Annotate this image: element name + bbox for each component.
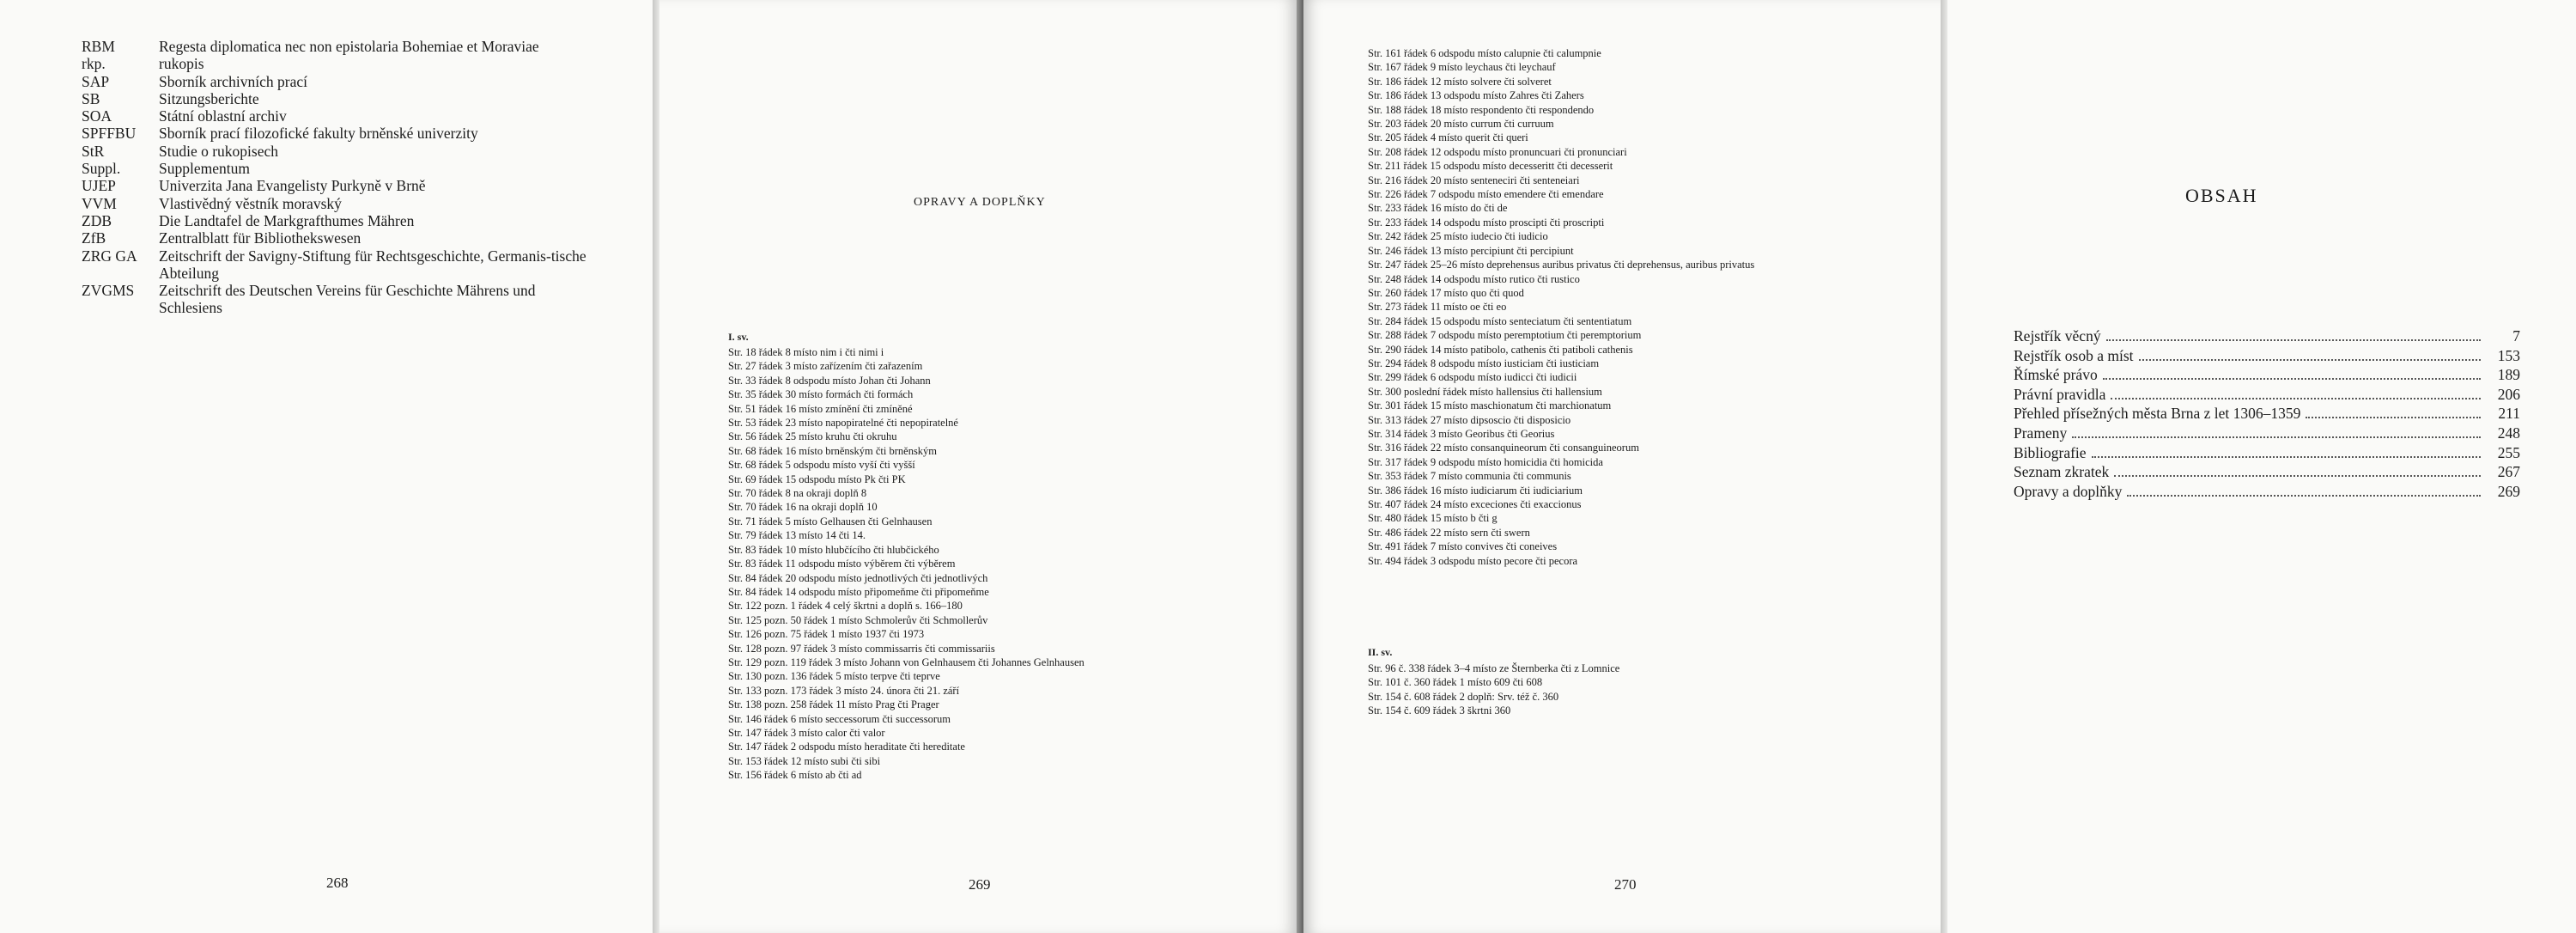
toc-page: 189 — [2497, 366, 2520, 384]
abbreviation-row — [82, 247, 597, 283]
errata-line: Str. 494 řádek 3 odspodu místo pecore čti pecora — [1368, 554, 1578, 567]
toc-page: 206 — [2497, 385, 2520, 403]
errata-line: Str. 96 č. 338 řádek 3–4 místo ze Šternberka čti z Lomnice — [1368, 662, 1620, 674]
abbreviation: ZVGMS — [82, 282, 135, 300]
abbreviation-expansion: Univerzita Jana Evangelisty Purkyně v Brně — [159, 177, 426, 195]
toc-entry — [2014, 326, 2520, 346]
toc-page: 269 — [2497, 482, 2520, 500]
errata-line: Str. 299 řádek 6 odspodu místo iudicci čti iudicii — [1368, 371, 1577, 384]
errata-line: Str. 71 řádek 5 místo Gelhausen čti Gelnhausen — [728, 515, 933, 527]
errata-line: Str. 70 řádek 16 na okraji doplň 10 — [728, 501, 878, 514]
toc-title: Přehled přísežných města Brna z let 1306–1359 — [2014, 405, 2301, 423]
abbreviation-row — [82, 195, 597, 212]
errata-line: Str. 167 řádek 9 místo leychaus čti leychauf — [1368, 61, 1556, 74]
errata-line: Str. 316 řádek 22 místo consanquineorum čti consanguineorum — [1368, 442, 1639, 454]
toc-leader — [2092, 456, 2481, 458]
errata-line: Str. 147 řádek 2 odspodu místo heraditate čti hereditate — [728, 741, 965, 753]
toc-entry — [2014, 462, 2520, 482]
abbreviation-expansion: Zeitschrift der Savigny-Stiftung für Rechtsgeschichte, Germanis-tische Abteilung — [159, 247, 586, 282]
abbreviation: SOA — [82, 107, 112, 125]
page-number: 270 — [1614, 876, 1637, 893]
abbreviation-row — [82, 229, 597, 247]
abbreviation-expansion: Zentralblatt für Bibliothekswesen — [159, 229, 361, 247]
abbreviation: VVM — [82, 194, 117, 212]
errata-line: Str. 84 řádek 14 odspodu místo připomeňme čti připomeňme — [728, 585, 989, 598]
errata-line: Str. 226 řádek 7 odspodu místo emendere čti emendare — [1368, 188, 1604, 201]
errata-line: Str. 300 poslední řádek místo hallensius čti hallensium — [1368, 385, 1602, 398]
abbreviation-row — [82, 160, 597, 177]
errata-line: Str. 35 řádek 30 místo formách čti formách — [728, 388, 914, 401]
errata-line: Str. 146 řádek 6 místo seccessorum čti successorum — [728, 712, 951, 725]
toc-page: 153 — [2497, 346, 2520, 364]
errata-line: Str. 156 řádek 6 místo ab čti ad — [728, 769, 862, 782]
page-268 — [0, 0, 653, 933]
errata-line: Str. 208 řádek 12 odspodu místo pronuncuari čti pronunciari — [1368, 145, 1627, 158]
errata-line: Str. 68 řádek 16 místo brněnským čti brněnským — [728, 444, 938, 457]
toc-page: 248 — [2497, 424, 2520, 442]
errata-line: Str. 233 řádek 16 místo do čti de — [1368, 202, 1508, 215]
abbreviation: ZDB — [82, 211, 112, 229]
abbreviations-list — [82, 38, 597, 317]
toc-title: Opravy a doplňky — [2014, 482, 2123, 500]
abbreviation-row — [82, 38, 597, 55]
errata-line: Str. 69 řádek 15 odspodu místo Pk čti PK — [728, 473, 906, 485]
abbreviation-expansion: Studie o rukopisech — [159, 142, 279, 160]
table-of-contents — [2014, 326, 2520, 501]
toc-page: 211 — [2498, 405, 2520, 423]
errata-line: Str. 133 pozn. 173 řádek 3 místo 24. února čti 21. září — [728, 684, 960, 697]
errata-line: Str. 233 řádek 14 odspodu místo proscipti čti proscripti — [1368, 216, 1605, 229]
errata-line: Str. 480 řádek 15 místo b čti g — [1368, 512, 1498, 525]
toc-entry — [2014, 365, 2520, 385]
errata-line: Str. 154 č. 608 řádek 2 doplň: Srv. též č. 360 — [1368, 690, 1559, 703]
abbreviation: RBM — [82, 38, 115, 55]
toc-page: 7 — [2512, 327, 2520, 345]
errata-list — [728, 345, 1084, 783]
abbreviation: Suppl. — [82, 160, 121, 178]
errata-line: Str. 313 řádek 27 místo dipsoscio čti disposicio — [1368, 413, 1571, 426]
toc-leader — [2103, 378, 2481, 380]
errata-line: Str. 68 řádek 5 odspodu místo vyší čti vyšší — [728, 459, 915, 472]
abbreviation-expansion: Supplementum — [159, 160, 250, 178]
toc-leader — [2072, 436, 2481, 438]
errata-line: Str. 248 řádek 14 odspodu místo rutico čti rustico — [1368, 272, 1580, 285]
abbreviation: rkp. — [82, 55, 106, 73]
abbreviation-expansion: Zeitschrift des Deutschen Vereins für Geschichte Mährens und Schlesiens — [159, 282, 536, 317]
errata-line: Str. 314 řádek 3 místo Georibus čti Georius — [1368, 427, 1555, 440]
errata-line: Str. 138 pozn. 258 řádek 11 místo Prag čti Prager — [728, 698, 939, 711]
toc-title: Rejstřík věcný — [2014, 327, 2101, 345]
contents-title: OBSAH — [2185, 185, 2258, 206]
toc-leader — [2106, 339, 2481, 341]
toc-entry — [2014, 346, 2520, 366]
abbreviation-expansion: Sborník prací filozofické fakulty brněnské univerzity — [159, 125, 478, 143]
errata-line: Str. 203 řádek 20 místo currum čti curruum — [1368, 118, 1554, 131]
page-269 — [659, 0, 1297, 933]
toc-title: Seznam zkratek — [2014, 463, 2110, 481]
abbreviation-row — [82, 212, 597, 229]
page-heading: OPRAVY A DOPLŇKY — [914, 196, 1046, 209]
section-label: I. sv. — [728, 331, 749, 343]
abbreviation-expansion: Die Landtafel de Markgrafthumes Mähren — [159, 211, 415, 229]
errata-line: Str. 83 řádek 10 místo hlubčícího čti hlubčického — [728, 543, 939, 556]
toc-leader — [2127, 495, 2481, 497]
errata-line: Str. 290 řádek 14 místo patibolo, cathenis čti patiboli cathenis — [1368, 343, 1633, 356]
errata-line: Str. 216 řádek 20 místo senteneciri čti senteneiari — [1368, 174, 1580, 186]
toc-entry — [2014, 443, 2520, 463]
errata-line: Str. 130 pozn. 136 řádek 5 místo terpve čti teprve — [728, 670, 940, 683]
errata-line: Str. 294 řádek 8 odspodu místo iusticiam čti iusticiam — [1368, 357, 1600, 369]
toc-entry — [2014, 404, 2520, 424]
abbreviation-row — [82, 143, 597, 160]
toc-leader — [2306, 417, 2481, 418]
toc-entry — [2014, 424, 2520, 443]
errata-line: Str. 486 řádek 22 místo sern čti swern — [1368, 526, 1530, 539]
errata-line: Str. 284 řádek 15 odspodu místo senteciatum čti sententiatum — [1368, 314, 1632, 327]
toc-page: 255 — [2497, 443, 2520, 461]
errata-line: Str. 161 řádek 6 odspodu místo calupnie čti calumpnie — [1368, 47, 1601, 59]
abbreviation-row — [82, 107, 597, 125]
errata-line: Str. 18 řádek 8 místo nim i čti nimi i — [728, 346, 884, 358]
abbreviation-expansion: Státní oblastní archiv — [159, 107, 287, 125]
abbreviation-row — [82, 90, 597, 107]
errata-line: Str. 126 pozn. 75 řádek 1 místo 1937 čti 1973 — [728, 628, 925, 641]
abbreviation: SPFFBU — [82, 125, 137, 143]
errata-list-section-2 — [1368, 662, 1619, 718]
errata-line: Str. 53 řádek 23 místo napopiratelné čti nepopiratelné — [728, 417, 958, 430]
toc-page: 267 — [2497, 463, 2520, 481]
toc-leader — [2111, 398, 2481, 399]
errata-line: Str. 301 řádek 15 místo maschionatum čti marchionatum — [1368, 399, 1612, 412]
errata-line: Str. 33 řádek 8 odspodu místo Johan čti Johann — [728, 374, 931, 387]
page-270 — [1303, 0, 1941, 933]
toc-title: Rejstřík osob a míst — [2014, 346, 2134, 364]
errata-line: Str. 211 řádek 15 odspodu místo decesseritt čti decesserit — [1368, 160, 1613, 173]
abbreviation-row — [82, 177, 597, 194]
errata-line: Str. 186 řádek 13 odspodu místo Zahres čti Zahers — [1368, 89, 1584, 102]
abbreviation-row — [82, 55, 597, 72]
errata-line: Str. 491 řádek 7 místo convives čti coneives — [1368, 540, 1558, 553]
section-label: II. sv. — [1368, 646, 1393, 658]
toc-leader — [2114, 475, 2481, 477]
abbreviation: UJEP — [82, 177, 116, 195]
errata-list — [1368, 46, 1754, 568]
toc-title: Římské právo — [2014, 366, 2098, 384]
errata-line: Str. 186 řádek 12 místo solvere čti solveret — [1368, 75, 1552, 88]
errata-line: Str. 353 řádek 7 místo communia čti communis — [1368, 470, 1571, 483]
errata-line: Str. 122 pozn. 1 řádek 4 celý škrtni a doplň s. 166–180 — [728, 600, 963, 613]
errata-line: Str. 27 řádek 3 místo zařízením čti zařazením — [728, 360, 923, 373]
page-number: 268 — [326, 875, 349, 891]
toc-title: Právní pravidla — [2014, 385, 2106, 403]
errata-line: Str. 70 řádek 8 na okraji doplň 8 — [728, 487, 867, 500]
abbreviation: ZRG GA — [82, 247, 137, 265]
abbreviation-row — [82, 282, 597, 317]
abbreviation: SB — [82, 89, 100, 107]
page-number: 269 — [969, 876, 991, 893]
errata-line: Str. 247 řádek 25–26 místo deprehensus auribus privatus čti deprehensus, auribus privatus — [1368, 259, 1755, 271]
errata-line: Str. 407 řádek 24 místo exceciones čti exaccionus — [1368, 498, 1582, 510]
errata-line: Str. 51 řádek 16 místo zmínění čti zmíněné — [728, 402, 913, 415]
errata-line: Str. 79 řádek 13 místo 14 čti 14. — [728, 529, 866, 542]
abbreviation: ZfB — [82, 229, 106, 247]
toc-entry — [2014, 385, 2520, 405]
errata-line: Str. 246 řádek 13 místo percipiunt čti percipiunt — [1368, 244, 1574, 257]
abbreviation-expansion: Sitzungsberichte — [159, 89, 259, 107]
abbreviation: StR — [82, 142, 105, 160]
abbreviation-expansion: Vlastivědný věstník moravský — [159, 194, 342, 212]
abbreviation: SAP — [82, 72, 110, 90]
abbreviation-row — [82, 73, 597, 90]
toc-leader — [2139, 359, 2481, 361]
errata-line: Str. 128 pozn. 97 řádek 3 místo commissarris čti commissariis — [728, 642, 995, 655]
abbreviation-expansion: rukopis — [159, 55, 204, 73]
errata-line: Str. 273 řádek 11 místo oe čti eo — [1368, 301, 1507, 314]
abbreviation-expansion: Regesta diplomatica nec non epistolaria Bohemiae et Moraviae — [159, 38, 539, 55]
errata-line: Str. 288 řádek 7 odspodu místo peremptotium čti peremptorium — [1368, 329, 1642, 342]
errata-line: Str. 188 řádek 18 místo respondento čti respondendo — [1368, 103, 1595, 116]
errata-line: Str. 260 řádek 17 místo quo čti quod — [1368, 286, 1524, 299]
errata-line: Str. 205 řádek 4 místo querit čti queri — [1368, 131, 1528, 144]
errata-line: Str. 56 řádek 25 místo kruhu čti okruhu — [728, 430, 897, 443]
errata-line: Str. 154 č. 609 řádek 3 škrtni 360 — [1368, 704, 1511, 717]
errata-line: Str. 101 č. 360 řádek 1 místo 609 čti 608 — [1368, 676, 1543, 689]
abbreviation-expansion: Sborník archivních prací — [159, 72, 308, 90]
abbreviation-row — [82, 125, 597, 142]
toc-title: Bibliografie — [2014, 443, 2087, 461]
errata-line: Str. 129 pozn. 119 řádek 3 místo Johann von Gelnhausem čti Johannes Gelnhausen — [728, 656, 1084, 668]
errata-line: Str. 242 řádek 25 místo iudecio čti iudicio — [1368, 230, 1548, 243]
errata-line: Str. 317 řádek 9 odspodu místo homicidia čti homicida — [1368, 455, 1603, 468]
errata-line: Str. 147 řádek 3 místo calor čti valor — [728, 726, 885, 739]
errata-line: Str. 125 pozn. 50 řádek 1 místo Schmolerův čti Schmollerův — [728, 613, 988, 626]
toc-title: Prameny — [2014, 424, 2068, 442]
errata-line: Str. 386 řádek 16 místo iudiciarum čti iudiciarium — [1368, 484, 1583, 497]
errata-line: Str. 153 řádek 12 místo subi čti sibi — [728, 754, 881, 767]
errata-line: Str. 83 řádek 11 odspodu místo výběrem čti výběrem — [728, 558, 956, 570]
errata-line: Str. 84 řádek 20 odspodu místo jednotlivých čti jednotlivých — [728, 571, 988, 584]
toc-entry — [2014, 482, 2520, 502]
